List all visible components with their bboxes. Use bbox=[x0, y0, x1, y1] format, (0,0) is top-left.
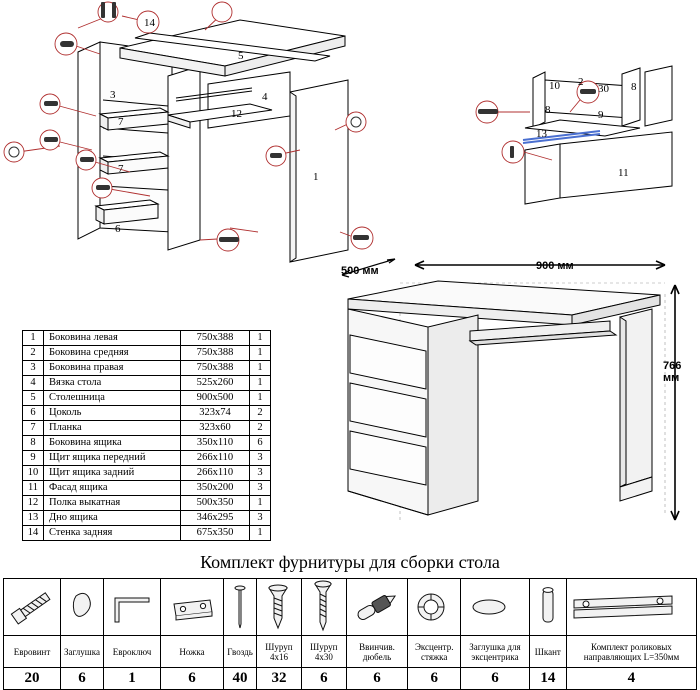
screw-4x30-icon bbox=[301, 579, 346, 636]
parts-cell-num: 9 bbox=[23, 451, 44, 466]
part-label-8a: 8 bbox=[631, 81, 637, 93]
parts-cell-qty: 1 bbox=[250, 496, 271, 511]
eccentric-cap-icon bbox=[461, 579, 530, 636]
parts-cell-qty: 3 bbox=[250, 511, 271, 526]
part-label-3: 3 bbox=[110, 89, 116, 101]
parts-cell-num: 3 bbox=[23, 361, 44, 376]
exploded-view-diagram bbox=[0, 0, 700, 270]
kit-item-label: Шуруп 4х30 bbox=[301, 636, 346, 668]
kit-item-label: Эксцентр. стяжка bbox=[408, 636, 461, 668]
part-label-6: 6 bbox=[115, 223, 121, 235]
part-label-13: 13 bbox=[536, 128, 547, 140]
table-row bbox=[23, 421, 271, 436]
kit-item-label: Гвоздь bbox=[224, 636, 257, 668]
parts-cell-dim: 750х388 bbox=[181, 361, 250, 376]
parts-cell-name: Дно ящика bbox=[44, 511, 181, 526]
parts-cell-num: 14 bbox=[23, 526, 44, 541]
part-label-11: 11 bbox=[618, 167, 629, 179]
parts-cell-name: Боковина правая bbox=[44, 361, 181, 376]
exploded-view-svg bbox=[0, 0, 700, 270]
parts-table bbox=[22, 330, 271, 541]
screw-in-dowel-icon bbox=[346, 579, 408, 636]
parts-cell-name: Боковина ящика bbox=[44, 436, 181, 451]
kit-item-count: 32 bbox=[257, 668, 302, 690]
part-label-8b: 8 bbox=[545, 104, 551, 116]
table-row bbox=[23, 391, 271, 406]
kit-icon-row bbox=[4, 579, 697, 636]
kit-item-label: Заглушка для эксцентрика bbox=[461, 636, 530, 668]
height-dimension-label: 766 мм bbox=[663, 360, 682, 384]
part-label-7a: 7 bbox=[118, 116, 124, 128]
part-label-12: 12 bbox=[231, 108, 242, 120]
parts-cell-num: 13 bbox=[23, 511, 44, 526]
table-row bbox=[23, 481, 271, 496]
table-row bbox=[23, 511, 271, 526]
parts-cell-name: Фасад ящика bbox=[44, 481, 181, 496]
kit-title: Комплект фурнитуры для сборки стола bbox=[200, 552, 500, 572]
parts-cell-num: 1 bbox=[23, 331, 44, 346]
kit-item-label: Ввинчив. дюбель bbox=[346, 636, 408, 668]
eccentric-icon bbox=[408, 579, 461, 636]
nail-icon bbox=[224, 579, 257, 636]
parts-cell-qty: 2 bbox=[250, 421, 271, 436]
kit-item-count: 6 bbox=[301, 668, 346, 690]
parts-cell-name: Полка выкатная bbox=[44, 496, 181, 511]
parts-cell-name: Боковина средняя bbox=[44, 346, 181, 361]
table-row bbox=[23, 466, 271, 481]
part-label-4: 4 bbox=[262, 91, 268, 103]
table-row bbox=[23, 496, 271, 511]
parts-cell-num: 10 bbox=[23, 466, 44, 481]
parts-cell-dim: 323х60 bbox=[181, 421, 250, 436]
parts-cell-dim: 323х74 bbox=[181, 406, 250, 421]
parts-cell-dim: 266х110 bbox=[181, 451, 250, 466]
parts-cell-name: Щит ящика задний bbox=[44, 466, 181, 481]
table-row bbox=[23, 406, 271, 421]
parts-cell-name: Планка bbox=[44, 421, 181, 436]
parts-cell-dim: 900х500 bbox=[181, 391, 250, 406]
parts-cell-qty: 1 bbox=[250, 331, 271, 346]
width-dimension-label: 900 мм bbox=[536, 260, 574, 272]
parts-cell-name: Щит ящика передний bbox=[44, 451, 181, 466]
part-label-30: 30 bbox=[598, 83, 609, 95]
part-label-14: 14 bbox=[144, 17, 155, 29]
dowel-icon bbox=[529, 579, 566, 636]
table-row bbox=[23, 436, 271, 451]
parts-cell-qty: 2 bbox=[250, 406, 271, 421]
parts-cell-name: Вязка стола bbox=[44, 376, 181, 391]
finished-product-view bbox=[320, 255, 700, 555]
parts-cell-num: 12 bbox=[23, 496, 44, 511]
parts-cell-qty: 1 bbox=[250, 361, 271, 376]
parts-cell-num: 5 bbox=[23, 391, 44, 406]
kit-item-label: Шкант bbox=[529, 636, 566, 668]
parts-cell-dim: 525х260 bbox=[181, 376, 250, 391]
part-label-9: 9 bbox=[598, 109, 604, 121]
parts-cell-qty: 1 bbox=[250, 376, 271, 391]
parts-cell-qty: 1 bbox=[250, 526, 271, 541]
part-label-1: 1 bbox=[313, 171, 319, 183]
parts-cell-num: 7 bbox=[23, 421, 44, 436]
parts-cell-num: 11 bbox=[23, 481, 44, 496]
kit-item-label: Ножка bbox=[161, 636, 224, 668]
parts-cell-num: 2 bbox=[23, 346, 44, 361]
euro-key-icon bbox=[104, 579, 161, 636]
screw-4x16-icon bbox=[257, 579, 302, 636]
foot-icon bbox=[161, 579, 224, 636]
parts-cell-qty: 1 bbox=[250, 391, 271, 406]
table-row bbox=[23, 361, 271, 376]
parts-cell-qty: 3 bbox=[250, 451, 271, 466]
depth-dimension-label: 500 мм bbox=[341, 265, 379, 277]
slide-rails-icon bbox=[566, 579, 696, 636]
parts-cell-qty: 3 bbox=[250, 466, 271, 481]
kit-item-count: 1 bbox=[104, 668, 161, 690]
kit-item-count: 6 bbox=[346, 668, 408, 690]
parts-cell-num: 6 bbox=[23, 406, 44, 421]
kit-item-label: Евроключ bbox=[104, 636, 161, 668]
kit-item-label: Заглушка bbox=[61, 636, 104, 668]
kit-item-label: Евровинт bbox=[4, 636, 61, 668]
part-label-10: 10 bbox=[549, 80, 560, 92]
parts-cell-name: Столешница bbox=[44, 391, 181, 406]
parts-table-body bbox=[23, 331, 271, 541]
part-label-7b: 7 bbox=[118, 163, 124, 175]
parts-cell-dim: 266х110 bbox=[181, 466, 250, 481]
parts-cell-dim: 350х200 bbox=[181, 481, 250, 496]
parts-cell-name: Цоколь bbox=[44, 406, 181, 421]
parts-cell-name: Боковина левая bbox=[44, 331, 181, 346]
kit-label-row bbox=[4, 636, 697, 668]
cap-icon bbox=[61, 579, 104, 636]
parts-cell-dim: 750х388 bbox=[181, 331, 250, 346]
kit-item-count: 4 bbox=[566, 668, 696, 690]
table-row bbox=[23, 331, 271, 346]
parts-cell-num: 4 bbox=[23, 376, 44, 391]
kit-item-count: 6 bbox=[408, 668, 461, 690]
kit-item-count: 20 bbox=[4, 668, 61, 690]
kit-item-count: 6 bbox=[61, 668, 104, 690]
parts-cell-dim: 500х350 bbox=[181, 496, 250, 511]
kit-item-count: 6 bbox=[161, 668, 224, 690]
kit-item-count: 6 bbox=[461, 668, 530, 690]
kit-item-count: 40 bbox=[224, 668, 257, 690]
parts-cell-num: 8 bbox=[23, 436, 44, 451]
table-row bbox=[23, 376, 271, 391]
kit-count-row bbox=[4, 668, 697, 690]
parts-cell-name: Стенка задняя bbox=[44, 526, 181, 541]
table-row bbox=[23, 526, 271, 541]
euro-screw-icon bbox=[4, 579, 61, 636]
parts-cell-dim: 750х388 bbox=[181, 346, 250, 361]
part-label-2: 2 bbox=[578, 76, 584, 88]
parts-cell-qty: 6 bbox=[250, 436, 271, 451]
kit-item-count: 14 bbox=[529, 668, 566, 690]
hardware-kit-table bbox=[3, 578, 697, 690]
parts-cell-dim: 675х350 bbox=[181, 526, 250, 541]
part-label-5: 5 bbox=[238, 50, 244, 62]
parts-cell-dim: 350х110 bbox=[181, 436, 250, 451]
table-row bbox=[23, 451, 271, 466]
table-row bbox=[23, 346, 271, 361]
parts-cell-qty: 1 bbox=[250, 346, 271, 361]
kit-item-label: Комплект роликовых направляющих L=350мм bbox=[566, 636, 696, 668]
parts-cell-qty: 3 bbox=[250, 481, 271, 496]
parts-cell-dim: 346х295 bbox=[181, 511, 250, 526]
kit-item-label: Шуруп 4х16 bbox=[257, 636, 302, 668]
